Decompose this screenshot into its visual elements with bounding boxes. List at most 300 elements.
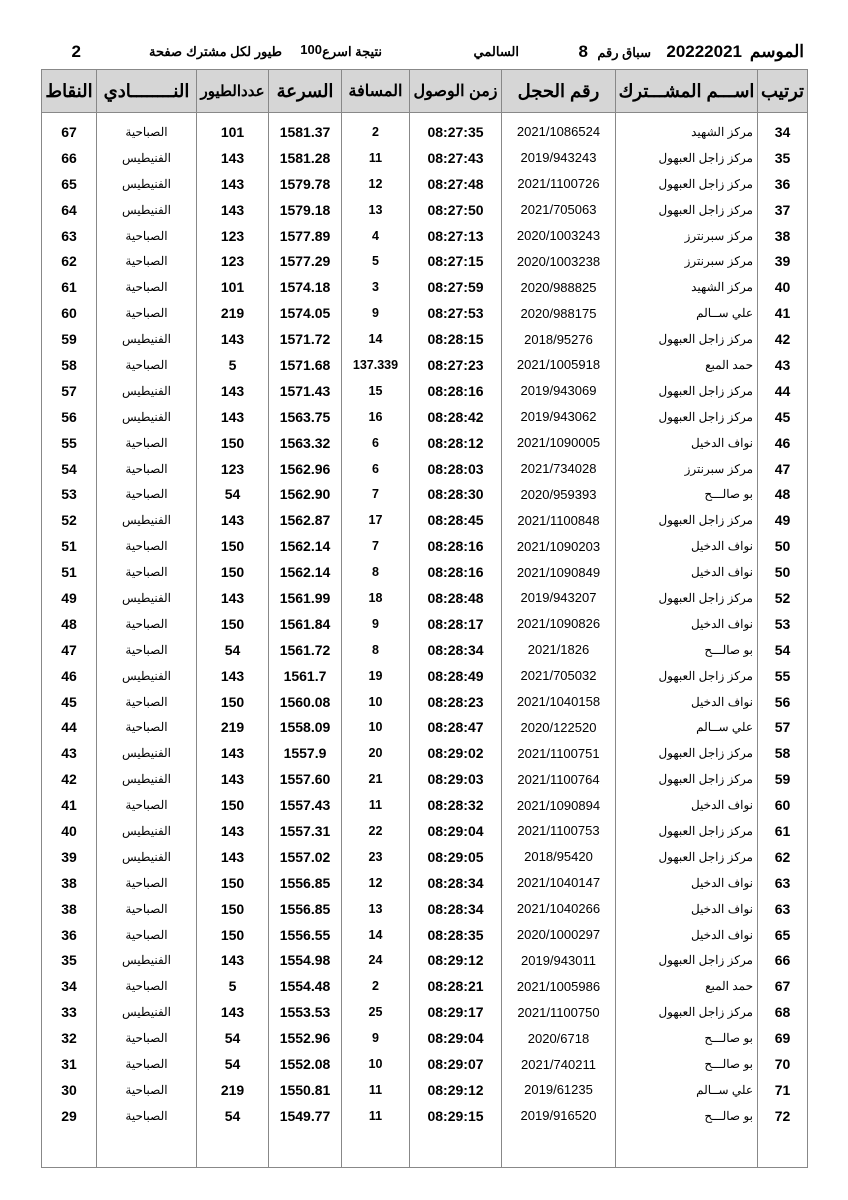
cell-birds: 150 <box>197 870 269 896</box>
cell-points: 48 <box>42 611 97 637</box>
cell-speed: 1557.31 <box>269 818 342 844</box>
cell-name: مركز سبرنترز <box>616 248 758 274</box>
table-row <box>42 300 808 326</box>
cell-time: 08:29:05 <box>410 844 502 870</box>
cell-dist: 6 <box>342 456 410 482</box>
cell-points: 56 <box>42 404 97 430</box>
cell-rank: 40 <box>758 274 808 300</box>
cell-time: 08:28:34 <box>410 896 502 922</box>
cell-speed: 1557.9 <box>269 740 342 766</box>
cell-birds: 143 <box>197 766 269 792</box>
cell-birds: 219 <box>197 1077 269 1103</box>
cell-time: 08:29:03 <box>410 766 502 792</box>
cell-ring: 2021/1005986 <box>502 973 616 999</box>
cell-club: الصباحية <box>97 533 197 559</box>
cell-ring: 2021/1100764 <box>502 766 616 792</box>
table-header-row <box>42 70 808 113</box>
cell-dist: 7 <box>342 481 410 507</box>
table-row <box>42 533 808 559</box>
cell-club: الصباحية <box>97 1077 197 1103</box>
cell-ring: 2021/1090005 <box>502 430 616 456</box>
cell-dist: 12 <box>342 171 410 197</box>
cell-rank: 54 <box>758 637 808 663</box>
cell-dist: 2 <box>342 113 410 145</box>
per-participant-label: طيور لكل مشترك <box>186 44 282 59</box>
cell-name: علي ســالم <box>616 714 758 740</box>
cell-rank: 38 <box>758 223 808 249</box>
cell-rank: 53 <box>758 611 808 637</box>
cell-points: 52 <box>42 507 97 533</box>
cell-club: الفنيطيس <box>97 145 197 171</box>
page-label: صفحة <box>149 44 182 59</box>
cell-speed: 1554.48 <box>269 973 342 999</box>
header-distance: المسافة <box>342 70 410 113</box>
cell-time: 08:28:34 <box>410 637 502 663</box>
table-row <box>42 689 808 715</box>
table-row <box>42 792 808 818</box>
cell-birds: 150 <box>197 922 269 948</box>
table-row <box>42 197 808 223</box>
cell-rank: 46 <box>758 430 808 456</box>
cell-name: مركز زاجل العبهول <box>616 145 758 171</box>
table-row <box>42 145 808 171</box>
cell-name: نواف الدخيل <box>616 896 758 922</box>
cell-time: 08:29:04 <box>410 818 502 844</box>
cell-points: 63 <box>42 223 97 249</box>
cell-ring: 2021/1090826 <box>502 611 616 637</box>
cell-points: 53 <box>42 481 97 507</box>
cell-rank: 41 <box>758 300 808 326</box>
cell-points: 60 <box>42 300 97 326</box>
cell-rank: 69 <box>758 1025 808 1051</box>
cell-ring: 2020/1003243 <box>502 223 616 249</box>
cell-club: الفنيطيس <box>97 197 197 223</box>
cell-ring: 2021/1086524 <box>502 113 616 145</box>
cell-rank: 50 <box>758 533 808 559</box>
cell-dist: 3 <box>342 274 410 300</box>
cell-name: نواف الدخيل <box>616 870 758 896</box>
empty-cell <box>410 1129 502 1168</box>
page-number: 2 <box>71 42 81 61</box>
cell-ring: 2021/1100726 <box>502 171 616 197</box>
cell-points: 67 <box>42 113 97 145</box>
season-label: الموسم <box>749 42 804 61</box>
cell-birds: 54 <box>197 637 269 663</box>
header-rank: ترتيب <box>758 70 808 113</box>
cell-club: الصباحية <box>97 248 197 274</box>
cell-name: مركز زاجل العبهول <box>616 171 758 197</box>
cell-club: الصباحية <box>97 714 197 740</box>
table-row <box>42 326 808 352</box>
cell-ring: 2021/1040266 <box>502 896 616 922</box>
cell-speed: 1561.99 <box>269 585 342 611</box>
cell-ring: 2019/61235 <box>502 1077 616 1103</box>
cell-points: 46 <box>42 663 97 689</box>
cell-club: الصباحية <box>97 870 197 896</box>
cell-name: مركز زاجل العبهول <box>616 378 758 404</box>
cell-rank: 48 <box>758 481 808 507</box>
empty-cell <box>502 1129 616 1168</box>
table-row <box>42 740 808 766</box>
result-label: نتيجة اسرع <box>322 44 382 59</box>
cell-speed: 1556.85 <box>269 870 342 896</box>
cell-birds: 150 <box>197 896 269 922</box>
cell-speed: 1577.89 <box>269 223 342 249</box>
cell-club: الفنيطيس <box>97 404 197 430</box>
table-row <box>42 1103 808 1129</box>
cell-speed: 1562.14 <box>269 559 342 585</box>
cell-time: 08:28:45 <box>410 507 502 533</box>
cell-time: 08:27:15 <box>410 248 502 274</box>
cell-club: الصباحية <box>97 1051 197 1077</box>
cell-club: الفنيطيس <box>97 948 197 974</box>
cell-rank: 52 <box>758 585 808 611</box>
cell-time: 08:28:15 <box>410 326 502 352</box>
table-row <box>42 507 808 533</box>
cell-points: 58 <box>42 352 97 378</box>
cell-points: 57 <box>42 378 97 404</box>
cell-time: 08:28:16 <box>410 533 502 559</box>
cell-speed: 1556.85 <box>269 896 342 922</box>
cell-speed: 1571.68 <box>269 352 342 378</box>
cell-points: 39 <box>42 844 97 870</box>
cell-name: بو صالـــح <box>616 1025 758 1051</box>
cell-birds: 143 <box>197 507 269 533</box>
cell-club: الصباحية <box>97 113 197 145</box>
cell-dist: 9 <box>342 611 410 637</box>
cell-name: مركز الشهيد <box>616 113 758 145</box>
cell-points: 41 <box>42 792 97 818</box>
cell-time: 08:28:03 <box>410 456 502 482</box>
cell-rank: 44 <box>758 378 808 404</box>
report-title <box>44 42 804 64</box>
cell-ring: 2020/6718 <box>502 1025 616 1051</box>
table-row <box>42 1077 808 1103</box>
cell-time: 08:29:07 <box>410 1051 502 1077</box>
cell-points: 54 <box>42 456 97 482</box>
cell-speed: 1579.78 <box>269 171 342 197</box>
cell-speed: 1552.08 <box>269 1051 342 1077</box>
table-row <box>42 870 808 896</box>
cell-dist: 11 <box>342 1077 410 1103</box>
cell-name: نواف الدخيل <box>616 922 758 948</box>
cell-birds: 150 <box>197 689 269 715</box>
cell-name: نواف الدخيل <box>616 559 758 585</box>
cell-speed: 1557.02 <box>269 844 342 870</box>
cell-ring: 2019/943011 <box>502 948 616 974</box>
cell-name: مركز زاجل العبهول <box>616 999 758 1025</box>
cell-birds: 150 <box>197 430 269 456</box>
cell-time: 08:28:17 <box>410 611 502 637</box>
cell-dist: 24 <box>342 948 410 974</box>
cell-points: 36 <box>42 922 97 948</box>
table-row <box>42 973 808 999</box>
cell-speed: 1563.32 <box>269 430 342 456</box>
cell-club: الصباحية <box>97 637 197 663</box>
cell-club: الصباحية <box>97 1025 197 1051</box>
cell-dist: 23 <box>342 844 410 870</box>
cell-name: بو صالـــح <box>616 481 758 507</box>
cell-speed: 1558.09 <box>269 714 342 740</box>
cell-speed: 1563.75 <box>269 404 342 430</box>
cell-club: الفنيطيس <box>97 378 197 404</box>
cell-time: 08:29:17 <box>410 999 502 1025</box>
cell-points: 61 <box>42 274 97 300</box>
cell-dist: 19 <box>342 663 410 689</box>
cell-dist: 20 <box>342 740 410 766</box>
table-body <box>42 113 808 1168</box>
results-table <box>41 69 808 1168</box>
cell-club: الصباحية <box>97 352 197 378</box>
cell-time: 08:28:32 <box>410 792 502 818</box>
cell-points: 30 <box>42 1077 97 1103</box>
cell-birds: 143 <box>197 197 269 223</box>
cell-speed: 1574.05 <box>269 300 342 326</box>
cell-name: علي ســالم <box>616 300 758 326</box>
cell-name: مركز زاجل العبهول <box>616 818 758 844</box>
table-row <box>42 766 808 792</box>
table-row <box>42 481 808 507</box>
cell-name: مركز الشهيد <box>616 274 758 300</box>
table-row <box>42 818 808 844</box>
cell-birds: 143 <box>197 145 269 171</box>
cell-points: 51 <box>42 533 97 559</box>
cell-speed: 1581.37 <box>269 113 342 145</box>
cell-points: 44 <box>42 714 97 740</box>
cell-speed: 1553.53 <box>269 999 342 1025</box>
cell-club: الصباحية <box>97 481 197 507</box>
cell-dist: 15 <box>342 378 410 404</box>
cell-time: 08:29:12 <box>410 1077 502 1103</box>
cell-ring: 2019/943069 <box>502 378 616 404</box>
cell-rank: 55 <box>758 663 808 689</box>
cell-club: الصباحية <box>97 896 197 922</box>
cell-club: الصباحية <box>97 1103 197 1129</box>
cell-ring: 2021/1100751 <box>502 740 616 766</box>
cell-points: 65 <box>42 171 97 197</box>
cell-points: 59 <box>42 326 97 352</box>
cell-name: مركز زاجل العبهول <box>616 663 758 689</box>
cell-ring: 2020/988825 <box>502 274 616 300</box>
cell-birds: 54 <box>197 1025 269 1051</box>
cell-name: مركز زاجل العبهول <box>616 404 758 430</box>
cell-time: 08:28:34 <box>410 870 502 896</box>
cell-birds: 143 <box>197 818 269 844</box>
cell-time: 08:27:50 <box>410 197 502 223</box>
table-row <box>42 663 808 689</box>
cell-club: الفنيطيس <box>97 326 197 352</box>
cell-points: 42 <box>42 766 97 792</box>
cell-birds: 143 <box>197 844 269 870</box>
cell-birds: 54 <box>197 481 269 507</box>
cell-ring: 2021/1826 <box>502 637 616 663</box>
table-row <box>42 999 808 1025</box>
cell-birds: 150 <box>197 533 269 559</box>
cell-ring: 2021/740211 <box>502 1051 616 1077</box>
header-club: النــــــــادي <box>97 70 197 113</box>
cell-club: الصباحية <box>97 973 197 999</box>
cell-birds: 143 <box>197 663 269 689</box>
cell-time: 08:27:13 <box>410 223 502 249</box>
cell-rank: 66 <box>758 948 808 974</box>
cell-birds: 54 <box>197 1051 269 1077</box>
cell-dist: 11 <box>342 792 410 818</box>
cell-club: الفنيطيس <box>97 740 197 766</box>
cell-dist: 16 <box>342 404 410 430</box>
cell-rank: 67 <box>758 973 808 999</box>
cell-name: مركز زاجل العبهول <box>616 844 758 870</box>
cell-ring: 2021/1005918 <box>502 352 616 378</box>
cell-name: مركز زاجل العبهول <box>616 326 758 352</box>
cell-name: مركز زاجل العبهول <box>616 948 758 974</box>
cell-points: 66 <box>42 145 97 171</box>
cell-club: الصباحية <box>97 922 197 948</box>
cell-name: بو صالـــح <box>616 1051 758 1077</box>
table-footer-spacer <box>42 1129 808 1168</box>
cell-speed: 1562.96 <box>269 456 342 482</box>
cell-rank: 45 <box>758 404 808 430</box>
race-number: 8 <box>578 42 588 61</box>
table-row <box>42 948 808 974</box>
cell-dist: 8 <box>342 637 410 663</box>
cell-ring: 2021/734028 <box>502 456 616 482</box>
cell-time: 08:27:59 <box>410 274 502 300</box>
cell-club: الصباحية <box>97 792 197 818</box>
cell-name: حمد المبع <box>616 973 758 999</box>
cell-points: 55 <box>42 430 97 456</box>
cell-points: 62 <box>42 248 97 274</box>
cell-time: 08:27:35 <box>410 113 502 145</box>
cell-time: 08:29:15 <box>410 1103 502 1129</box>
header-points: النقاط <box>42 70 97 113</box>
cell-dist: 11 <box>342 1103 410 1129</box>
table-row <box>42 352 808 378</box>
cell-rank: 50 <box>758 559 808 585</box>
cell-ring: 2021/1090894 <box>502 792 616 818</box>
cell-dist: 9 <box>342 300 410 326</box>
cell-points: 47 <box>42 637 97 663</box>
race-location: السالمي <box>473 44 519 59</box>
cell-dist: 22 <box>342 818 410 844</box>
cell-rank: 43 <box>758 352 808 378</box>
header-speed: السرعة <box>269 70 342 113</box>
cell-speed: 1574.18 <box>269 274 342 300</box>
cell-points: 43 <box>42 740 97 766</box>
cell-ring: 2021/1090849 <box>502 559 616 585</box>
cell-name: نواف الدخيل <box>616 792 758 818</box>
table-row <box>42 922 808 948</box>
cell-time: 08:29:02 <box>410 740 502 766</box>
table-row <box>42 1051 808 1077</box>
table-row <box>42 113 808 145</box>
cell-birds: 101 <box>197 274 269 300</box>
table-row <box>42 714 808 740</box>
cell-rank: 39 <box>758 248 808 274</box>
cell-ring: 2021/1100848 <box>502 507 616 533</box>
cell-time: 08:27:48 <box>410 171 502 197</box>
header-participant: اســـم المشـــترك <box>616 70 758 113</box>
cell-name: مركز زاجل العبهول <box>616 197 758 223</box>
cell-name: مركز سبرنترز <box>616 223 758 249</box>
cell-ring: 2021/1100750 <box>502 999 616 1025</box>
cell-dist: 7 <box>342 533 410 559</box>
cell-birds: 143 <box>197 585 269 611</box>
cell-rank: 63 <box>758 870 808 896</box>
cell-points: 34 <box>42 973 97 999</box>
cell-dist: 5 <box>342 248 410 274</box>
cell-birds: 5 <box>197 352 269 378</box>
cell-club: الفنيطيس <box>97 818 197 844</box>
cell-club: الفنيطيس <box>97 999 197 1025</box>
cell-birds: 54 <box>197 1103 269 1129</box>
empty-cell <box>197 1129 269 1168</box>
cell-name: علي ســالم <box>616 1077 758 1103</box>
empty-cell <box>616 1129 758 1168</box>
table-row <box>42 559 808 585</box>
cell-name: بو صالـــح <box>616 1103 758 1129</box>
cell-name: مركز سبرنترز <box>616 456 758 482</box>
cell-dist: 25 <box>342 999 410 1025</box>
cell-points: 32 <box>42 1025 97 1051</box>
cell-time: 08:28:30 <box>410 481 502 507</box>
cell-points: 33 <box>42 999 97 1025</box>
cell-speed: 1562.87 <box>269 507 342 533</box>
cell-club: الفنيطيس <box>97 766 197 792</box>
cell-rank: 42 <box>758 326 808 352</box>
cell-name: مركز زاجل العبهول <box>616 766 758 792</box>
cell-dist: 13 <box>342 896 410 922</box>
cell-time: 08:27:43 <box>410 145 502 171</box>
cell-dist: 17 <box>342 507 410 533</box>
cell-rank: 59 <box>758 766 808 792</box>
cell-club: الفنيطيس <box>97 171 197 197</box>
cell-speed: 1557.60 <box>269 766 342 792</box>
cell-birds: 123 <box>197 456 269 482</box>
table-row <box>42 585 808 611</box>
cell-ring: 2021/705063 <box>502 197 616 223</box>
cell-points: 38 <box>42 870 97 896</box>
cell-rank: 35 <box>758 145 808 171</box>
table-row <box>42 1025 808 1051</box>
cell-club: الصباحية <box>97 689 197 715</box>
header-arrival-time: زمن الوصول <box>410 70 502 113</box>
cell-ring: 2020/959393 <box>502 481 616 507</box>
cell-points: 38 <box>42 896 97 922</box>
table-row <box>42 404 808 430</box>
cell-time: 08:27:53 <box>410 300 502 326</box>
empty-cell <box>342 1129 410 1168</box>
cell-points: 51 <box>42 559 97 585</box>
cell-rank: 57 <box>758 714 808 740</box>
table-row <box>42 248 808 274</box>
table-row <box>42 274 808 300</box>
cell-time: 08:28:16 <box>410 378 502 404</box>
table-row <box>42 896 808 922</box>
cell-birds: 5 <box>197 973 269 999</box>
cell-time: 08:28:42 <box>410 404 502 430</box>
cell-birds: 150 <box>197 792 269 818</box>
table-row <box>42 171 808 197</box>
result-count: 100 <box>300 42 322 57</box>
cell-speed: 1552.96 <box>269 1025 342 1051</box>
cell-time: 08:28:16 <box>410 559 502 585</box>
cell-dist: 9 <box>342 1025 410 1051</box>
cell-birds: 123 <box>197 223 269 249</box>
cell-points: 40 <box>42 818 97 844</box>
cell-time: 08:28:48 <box>410 585 502 611</box>
cell-club: الصباحية <box>97 611 197 637</box>
cell-birds: 143 <box>197 404 269 430</box>
